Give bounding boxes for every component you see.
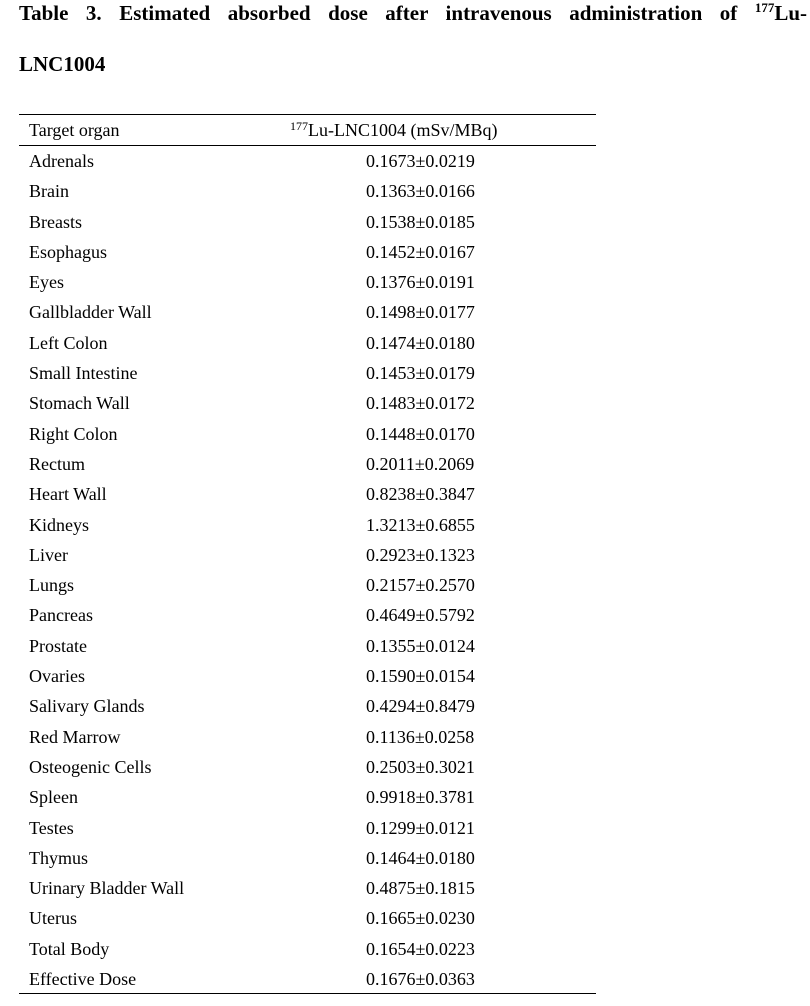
organ-cell: Lungs xyxy=(29,575,74,596)
caption-suffix: Lu- xyxy=(774,1,808,25)
caption-isotope-superscript: 177 xyxy=(754,0,775,15)
table-row xyxy=(19,815,596,845)
organ-cell: Heart Wall xyxy=(29,484,107,505)
table-row xyxy=(19,178,596,208)
organ-cell: Uterus xyxy=(29,908,77,929)
dose-cell: 0.9918±0.3781 xyxy=(366,787,475,808)
table-row xyxy=(19,693,596,723)
table-row xyxy=(19,663,596,693)
dose-cell: 0.1363±0.0166 xyxy=(366,181,475,202)
table-row xyxy=(19,602,596,632)
dose-cell: 0.1464±0.0180 xyxy=(366,847,475,868)
table-row xyxy=(19,421,596,451)
organ-cell: Eyes xyxy=(29,272,64,293)
table-row xyxy=(19,299,596,329)
table-row xyxy=(19,360,596,390)
organ-cell: Testes xyxy=(29,817,74,838)
organ-cell: Right Colon xyxy=(29,423,118,444)
dose-cell: 0.2011±0.2069 xyxy=(366,453,475,474)
dose-cell: 0.1453±0.0179 xyxy=(366,363,475,384)
table-row xyxy=(19,875,596,905)
caption-prefix: Table 3. Estimated absorbed dose after intravenous administration of xyxy=(19,1,738,25)
dose-cell: 0.1538±0.0185 xyxy=(366,211,475,232)
dose-cell: 0.4649±0.5792 xyxy=(366,605,475,626)
organ-cell: Prostate xyxy=(29,635,87,656)
table-row xyxy=(19,148,596,178)
dose-cell: 0.2157±0.2570 xyxy=(366,575,475,596)
organ-cell: Thymus xyxy=(29,847,89,868)
table-row xyxy=(19,784,596,814)
organ-cell: Osteogenic Cells xyxy=(29,756,152,777)
organ-cell: Adrenals xyxy=(29,151,94,171)
dose-cell: 0.1448±0.0170 xyxy=(366,423,475,444)
table-row xyxy=(19,451,596,481)
dose-cell: 0.1355±0.0124 xyxy=(366,635,475,656)
table-row xyxy=(19,542,596,572)
dose-cell: 0.1376±0.0191 xyxy=(366,272,475,293)
table-row xyxy=(19,572,596,602)
table-row xyxy=(19,239,596,269)
dose-cell: 0.4294±0.8479 xyxy=(366,696,475,717)
dose-cell: 0.1665±0.0230 xyxy=(366,908,475,929)
table-row xyxy=(19,905,596,935)
organ-cell: Total Body xyxy=(29,938,110,959)
caption-line-1 xyxy=(19,0,807,26)
organ-cell: Liver xyxy=(29,544,68,565)
organ-cell: Ovaries xyxy=(29,666,85,687)
dose-cell: 0.1452±0.0167 xyxy=(366,241,475,262)
organ-cell: Pancreas xyxy=(29,605,93,626)
organ-cell: Small Intestine xyxy=(29,363,138,384)
organ-cell: Kidneys xyxy=(29,514,89,535)
dose-cell: 0.1483±0.0172 xyxy=(366,393,475,414)
header-isotope-superscript: 177 xyxy=(290,119,308,133)
table-row xyxy=(19,754,596,784)
organ-cell: Left Colon xyxy=(29,332,108,353)
dose-cell: 0.4875±0.1815 xyxy=(366,878,475,899)
table-row xyxy=(19,633,596,663)
dose-cell: 0.2503±0.3021 xyxy=(366,756,475,777)
dose-cell: 0.1498±0.0177 xyxy=(366,302,475,323)
dose-cell: 0.1676±0.0363 xyxy=(366,969,475,990)
table-row xyxy=(19,390,596,420)
organ-cell: Esophagus xyxy=(29,241,107,262)
header-dose-column xyxy=(290,120,498,141)
organ-cell: Stomach Wall xyxy=(29,393,130,414)
table-row xyxy=(19,330,596,360)
header-dose-label: Lu-LNC1004 (mSv/MBq) xyxy=(308,120,498,140)
dose-cell: 0.1654±0.0223 xyxy=(366,938,475,959)
organ-cell: Rectum xyxy=(29,453,85,474)
organ-cell: Spleen xyxy=(29,787,78,808)
organ-cell: Urinary Bladder Wall xyxy=(29,878,185,899)
table-header-row xyxy=(19,115,596,145)
dose-cell: 0.1474±0.0180 xyxy=(366,332,475,353)
table-bottom-rule xyxy=(19,993,596,994)
dose-cell: 1.3213±0.6855 xyxy=(366,514,475,535)
header-target-organ: Target organ xyxy=(29,120,120,140)
organ-cell: Effective Dose xyxy=(29,969,137,990)
dose-cell: 0.1590±0.0154 xyxy=(366,666,475,687)
dose-table xyxy=(19,114,596,996)
dose-cell: 0.1136±0.0258 xyxy=(366,726,475,747)
dose-cell: 0.1299±0.0121 xyxy=(366,817,475,838)
organ-cell: Gallbladder Wall xyxy=(29,302,152,323)
organ-cell: Salivary Glands xyxy=(29,696,145,717)
table-row xyxy=(19,845,596,875)
table-body xyxy=(19,146,596,996)
table-row xyxy=(19,269,596,299)
dose-cell: 0.2923±0.1323 xyxy=(366,544,475,565)
table-row xyxy=(19,481,596,511)
table-row xyxy=(19,512,596,542)
organ-cell: Red Marrow xyxy=(29,726,121,747)
organ-cell: Breasts xyxy=(29,211,82,232)
table-row xyxy=(19,936,596,966)
dose-cell: 0.1673±0.0219 xyxy=(366,151,475,171)
table-row xyxy=(19,209,596,239)
dose-cell: 0.8238±0.3847 xyxy=(366,484,475,505)
table-row xyxy=(19,724,596,754)
organ-cell: Brain xyxy=(29,181,69,202)
table-row xyxy=(19,966,596,996)
caption-line-2: LNC1004 xyxy=(19,52,106,76)
